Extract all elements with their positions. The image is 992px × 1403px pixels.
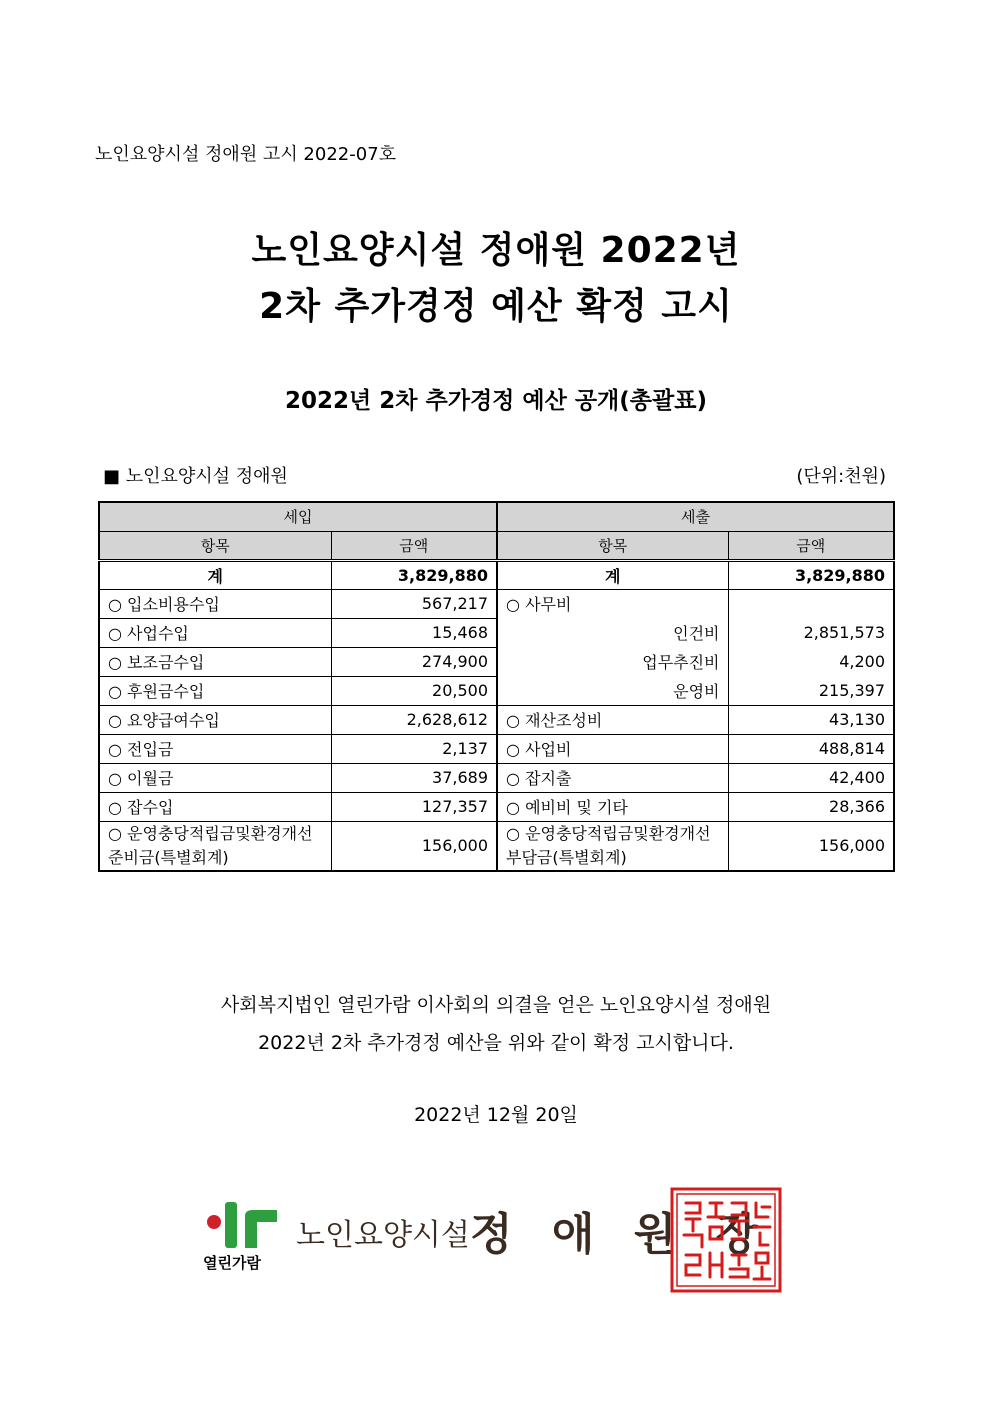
revenue-item-line2: 준비금(특별회계) [108,847,229,867]
expense-sub-item: 인건비 [497,618,728,647]
revenue-amount: 15,468 [331,618,497,647]
table-row [99,589,894,618]
revenue-amount: 274,900 [331,647,497,676]
revenue-header: 세입 [99,502,497,531]
notice-date: 2022년 12월 20일 [414,1104,578,1126]
expense-total-amount: 3,829,880 [728,560,894,589]
yeolringaram-logo-icon [205,1200,281,1250]
expense-sub-item: 업무추진비 [497,647,728,676]
org-label: ■ 노인요양시설 정애원 [103,466,288,487]
expense-amount [728,589,894,618]
closing-line-1: 사회복지법인 열린가람 이사회의 의결을 얻은 노인요양시설 정애원 [220,994,772,1016]
expense-amount: 2,851,573 [728,618,894,647]
table-row [99,792,894,821]
revenue-amount: 567,217 [331,589,497,618]
expense-amount-header: 금액 [728,531,894,560]
revenue-item: ○ 이월금 [99,763,331,792]
expense-total-label: 계 [497,560,728,589]
table-row [99,676,894,705]
table-subtitle: 2022년 2차 추가경정 예산 공개(총괄표) [285,388,707,414]
facility-name: 노인요양시설 [296,1218,470,1253]
table-row [99,763,894,792]
expense-amount: 488,814 [728,734,894,763]
expense-item-header: 항목 [497,531,728,560]
expense-amount: 156,000 [728,821,894,871]
official-seal-icon [670,1187,782,1293]
expense-item: ○ 잡지출 [497,763,728,792]
table-row [99,705,894,734]
expense-item-line1: ○ 운영충당적립금및환경개선 [506,823,711,843]
notice-number: 노인요양시설 정애원 고시 2022-07호 [95,144,397,165]
total-row [99,560,894,589]
revenue-total-amount: 3,829,880 [331,560,497,589]
revenue-total-label: 계 [99,560,331,589]
expense-sub-item: 운영비 [497,676,728,705]
revenue-item: ○ 보조금수입 [99,647,331,676]
expense-item-line2: 부담금(특별회계) [506,847,627,867]
logo-text: 열린가람 [203,1254,261,1272]
revenue-item-header: 항목 [99,531,331,560]
revenue-item: ○ 사업수입 [99,618,331,647]
expense-amount: 28,366 [728,792,894,821]
expense-amount: 42,400 [728,763,894,792]
table-row [99,647,894,676]
revenue-item-line1: ○ 운영충당적립금및환경개선 [108,823,313,843]
unit-label: (단위:천원) [796,466,886,487]
revenue-item: ○ 입소비용수입 [99,589,331,618]
table-row [99,821,894,871]
budget-summary-table [98,501,895,872]
expense-item: ○ 재산조성비 [497,705,728,734]
revenue-item: ○ 잡수입 [99,792,331,821]
table-row [99,618,894,647]
title-line-1: 노인요양시설 정애원 2022년 [251,230,741,271]
revenue-amount: 156,000 [331,821,497,871]
revenue-amount: 37,689 [331,763,497,792]
expense-item: ○ 사업비 [497,734,728,763]
expense-amount: 4,200 [728,647,894,676]
revenue-amount-header: 금액 [331,531,497,560]
expense-item [497,821,728,871]
revenue-amount: 20,500 [331,676,497,705]
revenue-amount: 127,357 [331,792,497,821]
revenue-item: ○ 후원금수입 [99,676,331,705]
table-row [99,734,894,763]
revenue-amount: 2,137 [331,734,497,763]
closing-line-2: 2022년 2차 추가경정 예산을 위와 같이 확정 고시합니다. [258,1032,734,1054]
revenue-item [99,821,331,871]
expense-header: 세출 [497,502,894,531]
expense-item: ○ 예비비 및 기타 [497,792,728,821]
revenue-item: ○ 전입금 [99,734,331,763]
expense-amount: 215,397 [728,676,894,705]
title-line-2: 2차 추가경정 예산 확정 고시 [259,286,733,327]
revenue-item: ○ 요양급여수입 [99,705,331,734]
expense-item: ○ 사무비 [497,589,728,618]
expense-amount: 43,130 [728,705,894,734]
revenue-amount: 2,628,612 [331,705,497,734]
signatory-name: 정 애 원 장 [470,1209,770,1260]
